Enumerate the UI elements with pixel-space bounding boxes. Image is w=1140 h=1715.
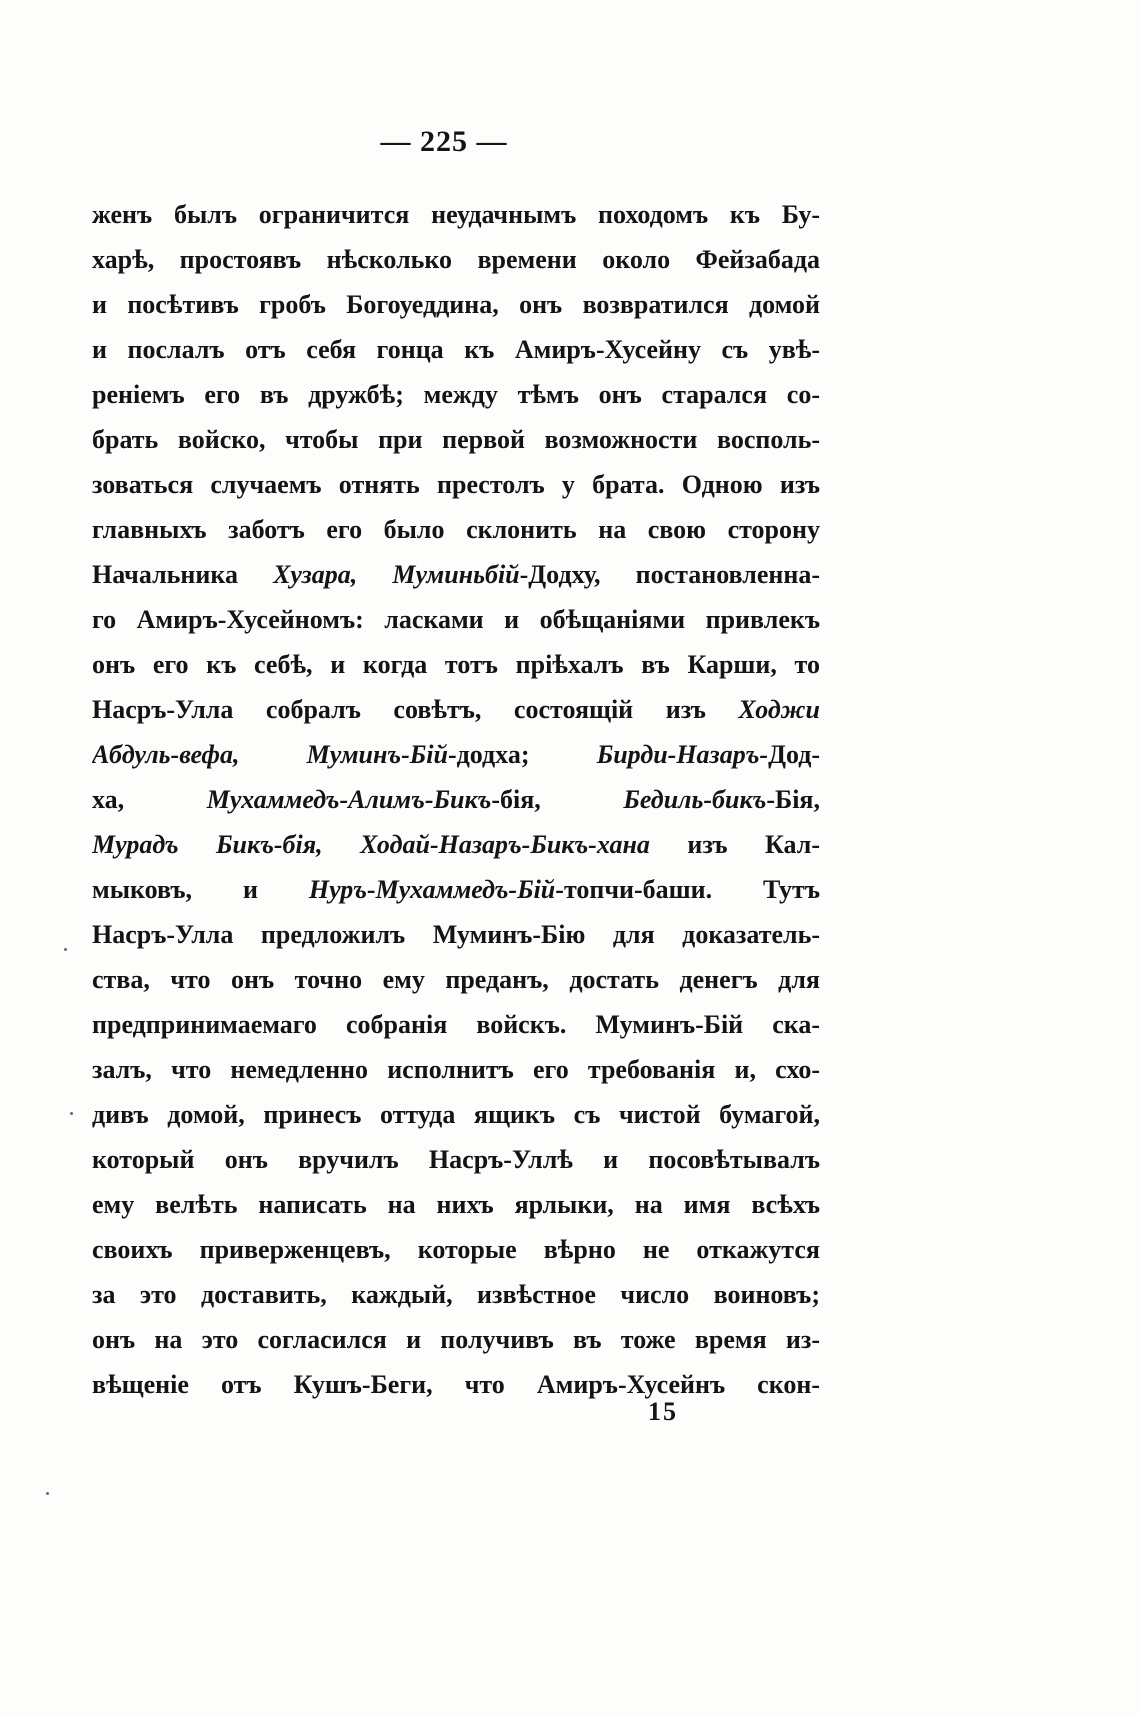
text-segment: Дод- xyxy=(768,740,820,769)
italic-name: Ходжи xyxy=(738,695,820,724)
text-line xyxy=(92,687,820,732)
scan-speck xyxy=(64,948,67,951)
text-segment: своихъ приверженцевъ, которые вѣрно не откажутся xyxy=(92,1235,820,1264)
text-segment: -додха; xyxy=(447,740,597,769)
text-line xyxy=(92,1092,820,1137)
signature-mark: 15 xyxy=(648,1397,678,1426)
text-line xyxy=(92,192,820,237)
body-text xyxy=(92,192,820,1407)
text-segment: Насръ-Улла собралъ совѣтъ, состоящій изъ xyxy=(92,695,739,724)
text-segment: го Амиръ-Хусейномъ: ласками и обѣщаніями привлекъ xyxy=(92,605,820,634)
text-segment: харѣ, простоявъ нѣсколько времени около Фейзабада xyxy=(92,245,820,274)
text-segment: онъ на это согласился и получивъ въ тоже время из- xyxy=(92,1325,820,1354)
italic-name: Мухаммедъ-Алимъ-Бикъ xyxy=(206,785,492,814)
text-line xyxy=(92,552,820,597)
italic-name: Бирди-Назаръ- xyxy=(596,740,769,769)
text-segment: брать войско, чтобы при первой возможности восполь- xyxy=(92,425,820,454)
text-segment: главныхъ заботъ его было склонить на свою сторону xyxy=(92,515,820,544)
italic-name: Нуръ-Мухаммедъ-Бій xyxy=(308,875,556,904)
text-line xyxy=(92,822,820,867)
page-number: — 225 — xyxy=(380,125,508,158)
text-segment: дивъ домой, принесъ оттуда ящикъ съ чистой бумагой, xyxy=(92,1100,820,1129)
italic-name: Бедиль-бикъ xyxy=(623,785,767,814)
text-segment: онъ его къ себѣ, и когда тотъ пріѣхалъ въ Карши, то xyxy=(92,650,820,679)
text-segment: и послалъ отъ себя гонца къ Амиръ-Хусейну съ увѣ- xyxy=(92,335,820,364)
text-segment: ства, что онъ точно ему преданъ, достать денегъ для xyxy=(92,965,820,994)
text-segment: -топчи-баши. Тутъ xyxy=(555,875,820,904)
text-line xyxy=(92,372,820,417)
italic-name: Абдуль-вефа, Муминъ-Бій xyxy=(92,740,448,769)
text-segment: и посѣтивъ гробъ Богоуеддина, онъ возвратился домой xyxy=(92,290,820,319)
text-segment: за это доставить, каждый, извѣстное число воиновъ; xyxy=(92,1280,820,1309)
text-segment: зоваться случаемъ отнять престолъ у брата. Одною изъ xyxy=(92,470,820,499)
text-line xyxy=(92,1137,820,1182)
italic-name: Хузара, Муминьбій xyxy=(273,560,520,589)
text-segment: -Бія, xyxy=(766,785,820,814)
text-line xyxy=(92,282,820,327)
scan-speck xyxy=(46,1492,49,1495)
text-segment: мыковъ, и xyxy=(92,875,309,904)
text-segment: реніемъ его въ дружбѣ; между тѣмъ онъ старался со- xyxy=(92,380,820,409)
italic-name: Мурадъ Бикъ-бія, Ходай-Назаръ-Бикъ-хана xyxy=(92,830,650,859)
text-segment: предпринимаемаго собранія войскъ. Муминъ-Бій ска- xyxy=(92,1010,820,1039)
text-line xyxy=(92,507,820,552)
text-segment: ха, xyxy=(92,785,207,814)
text-line xyxy=(92,642,820,687)
text-line xyxy=(92,417,820,462)
text-line xyxy=(92,1362,820,1407)
text-line xyxy=(92,597,820,642)
text-line xyxy=(92,957,820,1002)
text-line xyxy=(92,1227,820,1272)
text-line xyxy=(92,462,820,507)
text-segment: Начальника xyxy=(92,560,274,589)
text-segment: вѣщеніе отъ Кушъ-Беги, что Амиръ-Хусейнъ скон- xyxy=(92,1370,820,1399)
text-line xyxy=(92,732,820,777)
text-segment: -бія, xyxy=(491,785,624,814)
text-line xyxy=(92,1002,820,1047)
text-line xyxy=(92,912,820,957)
text-line xyxy=(92,1317,820,1362)
scan-speck xyxy=(70,1112,73,1115)
text-segment: ему велѣть написать на нихъ ярлыки, на имя всѣхъ xyxy=(92,1190,820,1219)
text-segment: изъ Кал- xyxy=(649,830,820,859)
text-segment: женъ былъ ограничится неудачнымъ походомъ къ Бу- xyxy=(92,200,820,229)
text-line xyxy=(92,867,820,912)
text-line xyxy=(92,1272,820,1317)
text-line xyxy=(92,1182,820,1227)
text-segment: который онъ вручилъ Насръ-Уллѣ и посовѣтывалъ xyxy=(92,1145,820,1174)
text-segment: залъ, что немедленно исполнитъ его требованія и, схо- xyxy=(92,1055,820,1084)
text-line xyxy=(92,1047,820,1092)
text-segment: -Додху, постановленна- xyxy=(519,560,820,589)
text-line xyxy=(92,237,820,282)
text-line xyxy=(92,327,820,372)
text-line xyxy=(92,777,820,822)
text-segment: Насръ-Улла предложилъ Муминъ-Бію для доказатель- xyxy=(92,920,820,949)
